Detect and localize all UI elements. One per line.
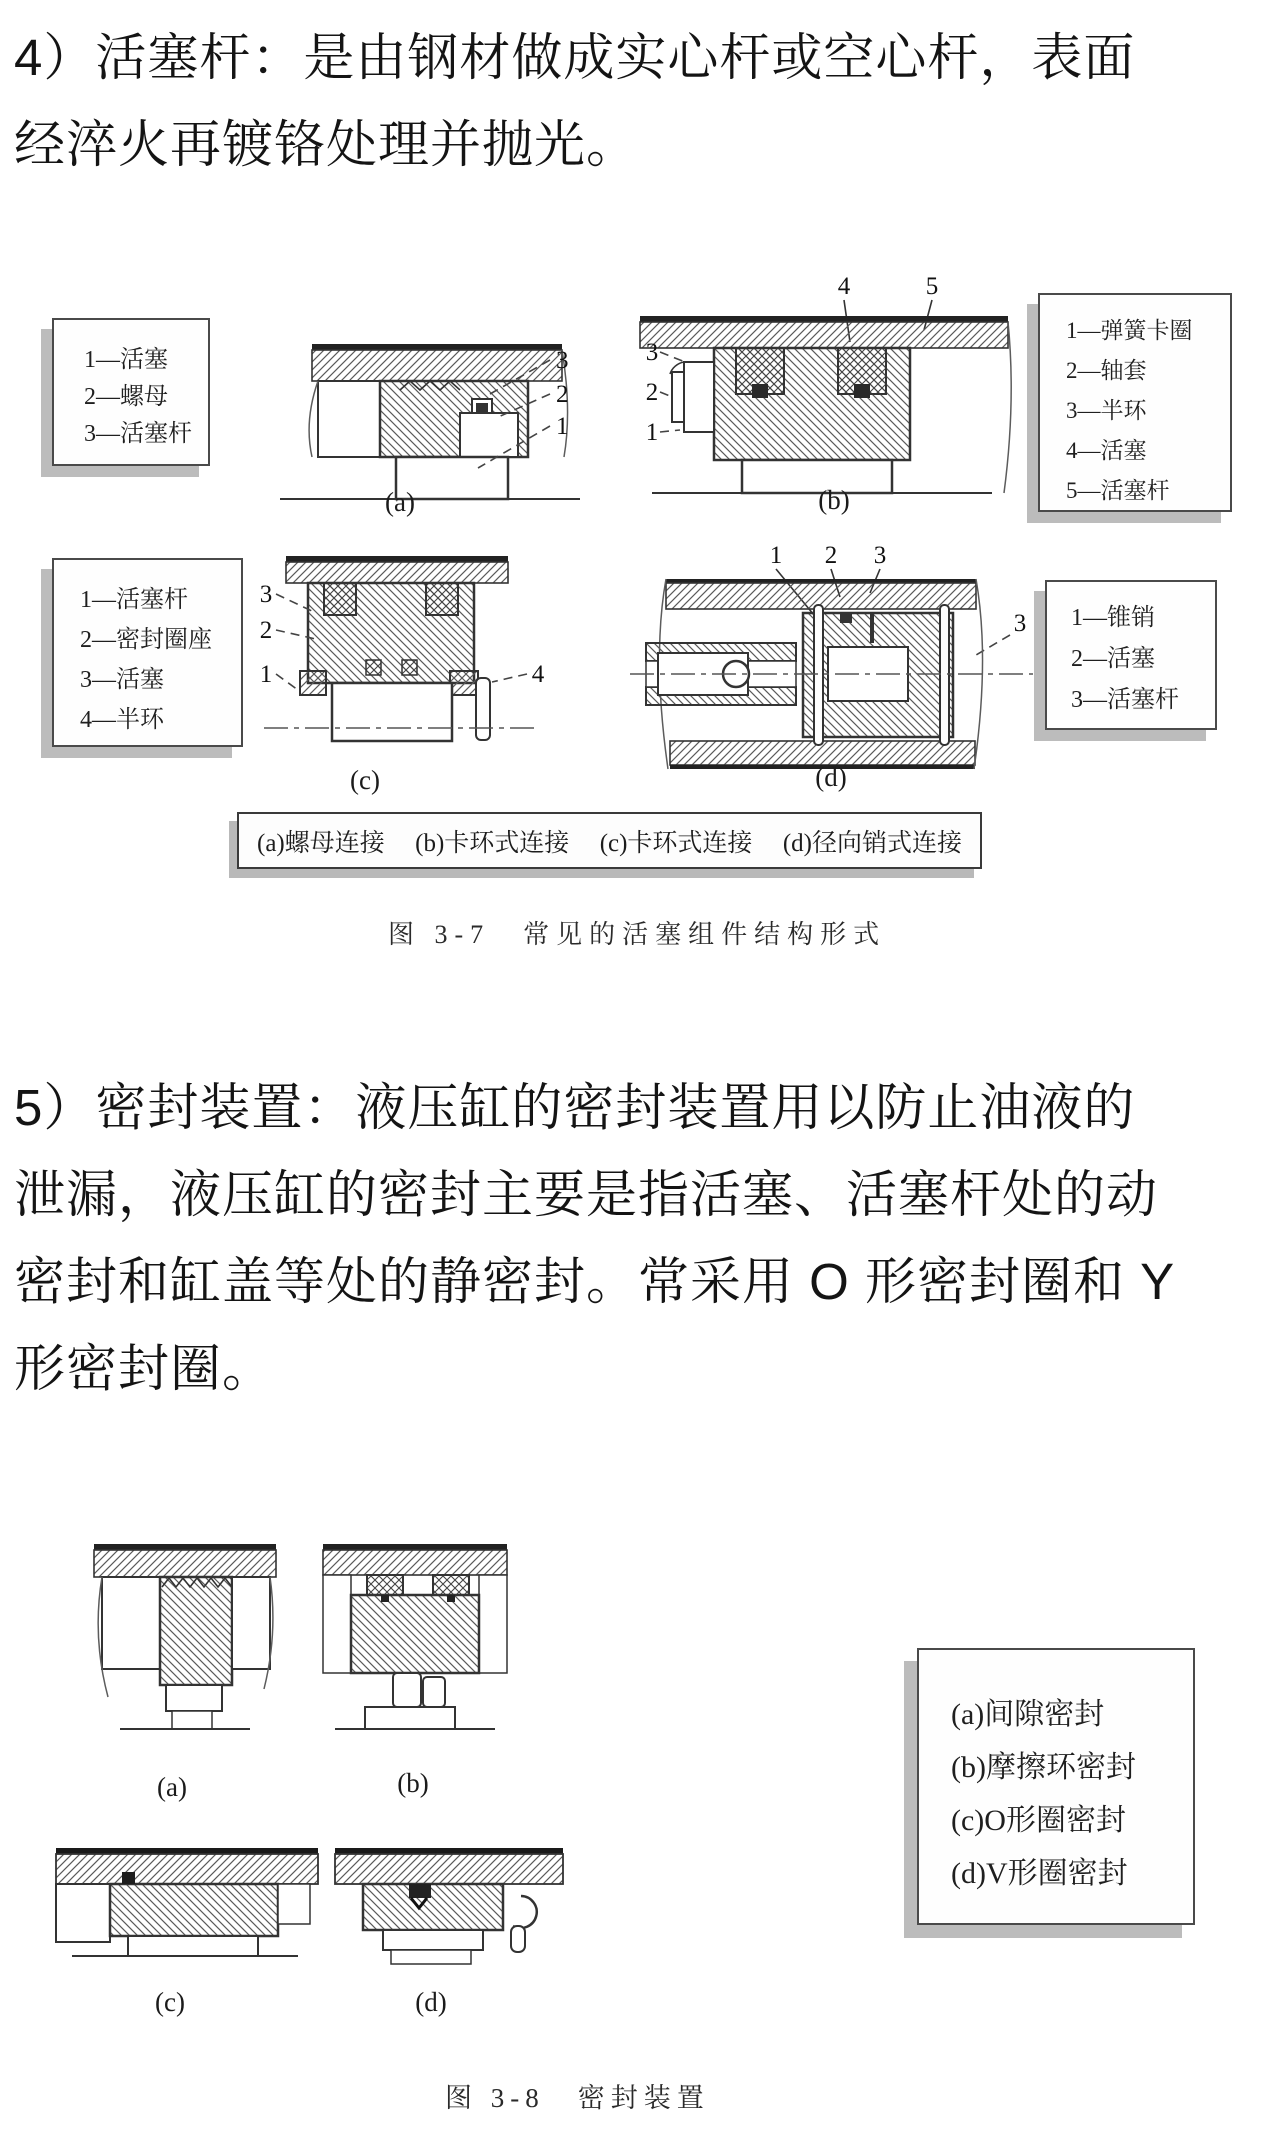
paragraph-line: 4）活塞杆：是由钢材做成实心杆或空心杆，表面	[14, 29, 1136, 86]
paragraph-piston-rod	[14, 14, 1272, 188]
legend-item: 2—轴套	[1066, 358, 1147, 383]
panel-label-b: (b)	[397, 1768, 429, 1798]
figure37-legend-b	[1038, 293, 1232, 512]
legend-item: 1—弹簧卡圈	[1066, 318, 1193, 343]
paragraph-line: 形密封圈。	[14, 1340, 275, 1397]
piston-section	[323, 1575, 507, 1729]
cylinder-wall	[323, 1544, 507, 1575]
legend-item: (b)摩擦环密封	[951, 1751, 1136, 1784]
piston-section	[98, 1577, 273, 1729]
callout-number: 3	[645, 339, 659, 366]
callout-number: 1	[645, 419, 659, 446]
figure37-legend-d	[1045, 580, 1217, 730]
paragraph-line: 经淬火再镀铬处理并抛光。	[14, 116, 639, 173]
callout-number: 3	[259, 581, 273, 608]
legend-item: 2—螺母	[84, 384, 168, 410]
callout-number: 2	[645, 379, 659, 406]
cylinder-wall	[640, 316, 1008, 348]
callout-number: 2	[556, 381, 569, 408]
legend-item: 1—活塞杆	[80, 587, 188, 613]
callout-number: 3	[873, 542, 887, 569]
callout-number: 1	[769, 542, 783, 569]
figure38-panel-d-drawing	[325, 1838, 575, 2018]
panel-label-a: (a)	[385, 487, 415, 517]
panel-label-c: (c)	[350, 765, 380, 795]
legend-item: 5—活塞杆	[1066, 478, 1170, 503]
figure38-caption: 图 3-8 密封装置	[445, 2083, 710, 2113]
callout-number: 1	[259, 661, 273, 688]
legend-item: 3—活塞杆	[84, 421, 192, 447]
paragraph-line: 密封和缸盖等处的静密封。常采用 O 形密封圈和 Y	[14, 1253, 1176, 1310]
legend-item: 3—半环	[1066, 398, 1147, 423]
figure37-legend-c	[52, 558, 243, 747]
piston-section	[363, 1884, 537, 1964]
piston-section	[56, 1872, 310, 1956]
panel-label-b: (b)	[818, 485, 850, 515]
legend-item: 2—密封圈座	[80, 627, 212, 653]
callout-number: 3	[1013, 610, 1027, 637]
callout-number: 3	[556, 347, 569, 374]
callout-number: 2	[824, 542, 838, 569]
paragraph-line: 泄漏，液压缸的密封主要是指活塞、活塞杆处的动	[14, 1166, 1159, 1223]
figure37-legend-a	[52, 318, 210, 466]
subcaption-item: (c)卡环式连接	[599, 829, 753, 857]
figure37-panel-d-drawing	[618, 535, 1043, 795]
figure38-legend	[917, 1648, 1195, 1925]
legend-item: 1—锥销	[1071, 605, 1155, 631]
cylinder-wall	[335, 1848, 563, 1884]
figure37-caption: 图 3-7 常见的活塞组件结构形式	[388, 920, 887, 949]
panel-label-d: (d)	[815, 762, 847, 792]
legend-item: (c)O形圈密封	[951, 1804, 1126, 1837]
legend-item: 3—活塞	[80, 667, 164, 693]
cylinder-wall	[56, 1848, 318, 1884]
figure37-panel-a-drawing	[250, 248, 600, 518]
cylinder-wall	[94, 1544, 276, 1577]
legend-item: 4—活塞	[1066, 438, 1147, 463]
legend-item: (a)间隙密封	[951, 1698, 1105, 1731]
subcaption-item: (d)径向销式连接	[782, 829, 962, 857]
callout-number: 4	[531, 661, 545, 688]
callout-number: 1	[556, 413, 569, 440]
panel-label-d: (d)	[415, 1987, 447, 2017]
callout-number: 4	[837, 273, 851, 300]
panel-label-c: (c)	[155, 1987, 185, 2017]
legend-item: 4—半环	[80, 707, 164, 733]
figure37-panel-c-drawing	[250, 538, 550, 798]
subcaption-item: (b)卡环式连接	[415, 829, 570, 857]
panel-label-a: (a)	[157, 1772, 187, 1802]
cylinder-wall	[312, 344, 562, 381]
piston-assembly	[264, 583, 536, 741]
figure38-panel-c-drawing	[48, 1838, 328, 2018]
legend-item: 1—活塞	[84, 347, 168, 373]
figure37-subcaption-bar	[237, 812, 982, 869]
legend-item: (d)V形圈密封	[951, 1857, 1128, 1890]
callout-number: 5	[925, 273, 939, 300]
paragraph-line: 5）密封装置：液压缸的密封装置用以防止油液的	[14, 1079, 1136, 1136]
subcaption-item: (a)螺母连接	[257, 829, 385, 857]
legend-item: 3—活塞杆	[1071, 687, 1179, 713]
figure38-panel-a-drawing	[80, 1532, 290, 1804]
figure38-panel-b-drawing	[315, 1528, 515, 1804]
paragraph-sealing-device	[14, 1064, 1272, 1412]
callout-number: 2	[259, 617, 273, 644]
rod-and-piston	[630, 605, 1033, 745]
figure37-panel-b-drawing	[622, 200, 1022, 515]
cylinder-wall	[286, 556, 508, 583]
legend-item: 2—活塞	[1071, 646, 1155, 672]
